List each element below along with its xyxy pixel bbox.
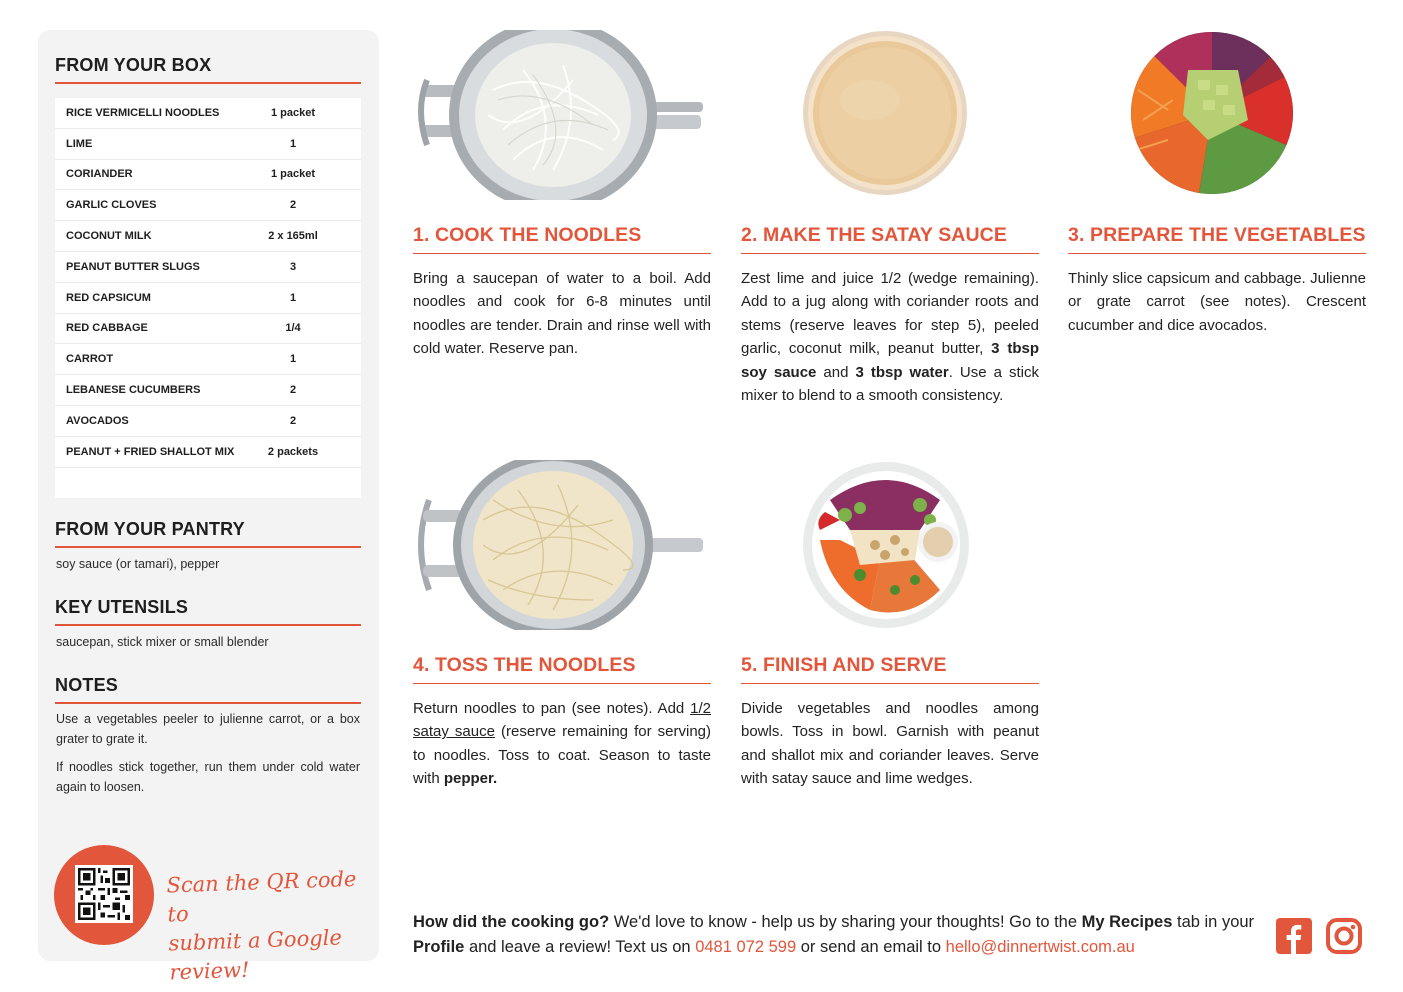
ingredient-row	[55, 406, 361, 437]
ingredient-row	[55, 375, 361, 406]
ingredient-qty: 1	[289, 137, 297, 150]
ingredient-row	[55, 344, 361, 375]
step-4-bold-pepper: pepper.	[443, 770, 498, 788]
ingredient-name: LIME	[66, 137, 93, 150]
qr-caption-line-1: Scan the QR code to	[166, 866, 357, 927]
step-1-photo	[413, 30, 703, 200]
ingredient-qty: 2 packets	[267, 445, 319, 458]
qr-code-icon[interactable]	[75, 865, 133, 923]
step-4-body	[413, 697, 711, 791]
ingredient-row	[55, 437, 361, 468]
qr-caption	[166, 865, 370, 988]
ingredient-qty: 2	[289, 414, 297, 427]
ingredient-name: RICE VERMICELLI NOODLES	[66, 106, 220, 119]
ingredient-row	[55, 283, 361, 314]
facebook-icon[interactable]	[1275, 917, 1313, 955]
step-3-body: Thinly slice capsicum and cabbage. Julienne or grate carrot (see notes). Crescent cucumber and dice avocados.	[1068, 270, 1366, 334]
ingredient-row	[55, 98, 361, 129]
ingredient-qty: 1/4	[285, 322, 301, 335]
ingredient-qty: 1	[289, 353, 297, 366]
ingredient-name: RED CABBAGE	[66, 322, 148, 335]
footer-text-d: or send an email to	[796, 938, 946, 956]
footer-text-b: tab in your	[1172, 913, 1255, 931]
notes-title: NOTES	[55, 675, 361, 704]
ingredient-qty: 2	[289, 199, 297, 212]
ingredient-name: CARROT	[66, 353, 114, 366]
qr-caption-line-2: submit a Google review!	[168, 925, 343, 985]
ingredient-qty: 3	[289, 260, 297, 273]
footer-question: How did the cooking go?	[413, 913, 610, 931]
sidebar	[38, 30, 379, 985]
step-4-text-b: (reserve remaining for serving) to noodles. Toss to coat. Season to taste with	[413, 723, 712, 788]
ingredient-row	[55, 252, 361, 283]
ingredient-row	[55, 190, 361, 221]
ingredient-row	[55, 160, 361, 191]
ingredient-name: COCONUT MILK	[66, 230, 152, 243]
step-4-text-a: Return noodles to pan (see notes). Add	[413, 700, 691, 717]
footer-review-text	[413, 910, 1263, 960]
footer-text-c: and leave a review! Text us on	[464, 938, 696, 956]
ingredient-qty: 1 packet	[270, 168, 316, 181]
step-1-body: Bring a saucepan of water to a boil. Add noodles and cook for 6-8 minutes until noodles are tender. Drain and rinse well with cold water. Reserve pan.	[413, 270, 711, 358]
ingredient-qty: 2	[289, 384, 297, 397]
step-5-title: 5. FINISH AND SERVE	[741, 654, 1039, 684]
step-2-title: 2. MAKE THE SATAY SAUCE	[741, 224, 1039, 254]
step-2-photo	[800, 30, 970, 200]
ingredient-qty: 2 x 165ml	[268, 230, 318, 243]
footer-text-a: We'd love to know - help us by sharing your thoughts! Go to the	[609, 913, 1082, 931]
ingredient-row	[55, 314, 361, 345]
step-4-photo	[413, 460, 703, 630]
step-4-underline: 1/2 satay sauce	[413, 700, 711, 741]
step-3-photo	[1128, 30, 1298, 200]
pantry-title: FROM YOUR PANTRY	[55, 519, 361, 548]
step-2-bold-water: 3 tbsp water	[855, 363, 949, 381]
step-5-body: Divide vegetables and noodles among bowls. Toss in bowl. Garnish with peanut and shallot mix and coriander leaves. Serve with satay sauce and lime wedges.	[741, 700, 1039, 788]
step-2-text-b: and	[816, 363, 856, 381]
utensils-text: saucepan, stick mixer or small blender	[56, 635, 269, 649]
note-1: Use a vegetables peeler to julienne carrot, or a box grater to grate it.	[56, 712, 360, 746]
ingredient-name: PEANUT + FRIED SHALLOT MIX	[66, 445, 235, 458]
instagram-icon[interactable]	[1325, 917, 1363, 955]
step-3-title: 3. PREPARE THE VEGETABLES	[1068, 224, 1366, 254]
step-4-title: 4. TOSS THE NOODLES	[413, 654, 711, 684]
footer-phone-link[interactable]: 0481 072 599	[695, 938, 797, 956]
ingredient-qty: 1	[289, 291, 297, 304]
footer-email-link[interactable]: hello@dinnertwist.com.au	[945, 938, 1135, 956]
step-2-body	[741, 267, 1039, 407]
utensils-title: KEY UTENSILS	[55, 597, 361, 626]
ingredients-table	[55, 98, 361, 498]
step-5-photo	[800, 460, 975, 630]
ingredient-name: RED CAPSICUM	[66, 291, 151, 304]
step-2-bold-soy: 3 tbsp soy sauce	[741, 340, 1039, 381]
ingredient-name: GARLIC CLOVES	[66, 199, 157, 212]
ingredient-name: CORIANDER	[66, 168, 133, 181]
ingredient-row	[55, 129, 361, 160]
note-2: If noodles stick together, run them under cold water again to loosen.	[56, 760, 360, 794]
pantry-text: soy sauce (or tamari), pepper	[56, 557, 220, 571]
ingredient-name: PEANUT BUTTER SLUGS	[66, 260, 200, 273]
step-1-title: 1. COOK THE NOODLES	[413, 224, 711, 254]
step-2-text-c: . Use a stick mixer to blend to a smooth consistency.	[741, 363, 1039, 405]
step-2-text-a: Zest lime and juice 1/2 (wedge remaining). Add to a jug along with coriander roots and stems (reserve leaves for step 5), peeled garlic, coconut milk, peanut butter,	[741, 270, 1039, 358]
ingredient-name: AVOCADOS	[66, 414, 129, 427]
qr-badge[interactable]	[54, 845, 154, 945]
box-title: FROM YOUR BOX	[55, 55, 361, 84]
footer-profile: Profile	[413, 938, 465, 956]
ingredient-row	[55, 221, 361, 252]
ingredient-qty: 1 packet	[270, 106, 316, 119]
ingredient-name: LEBANESE CUCUMBERS	[66, 384, 201, 397]
footer-my-recipes: My Recipes	[1081, 913, 1173, 931]
